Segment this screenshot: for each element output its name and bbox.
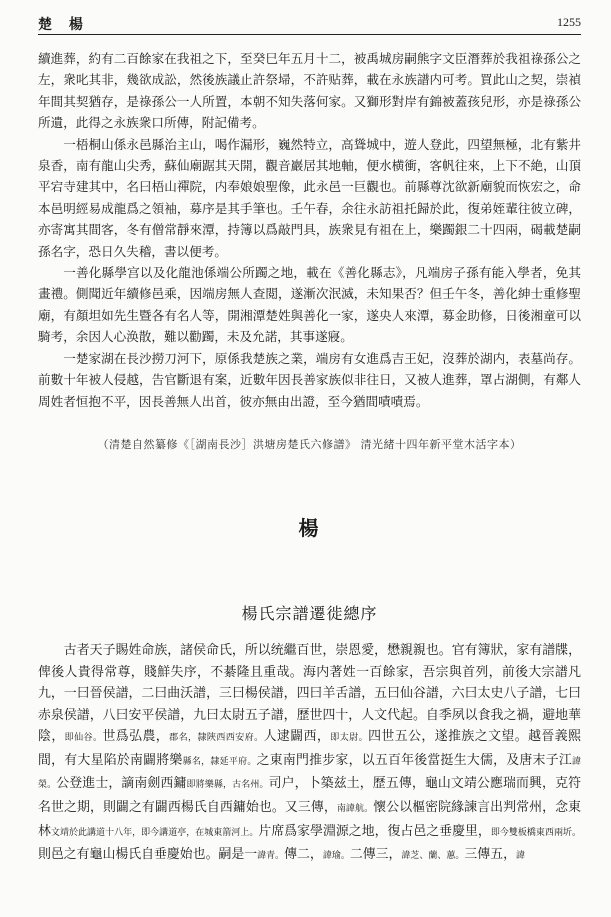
document-page bbox=[0, 8, 611, 917]
paragraph-shanhua-school: 一善化縣學宫以及化龍池係端公所躅之地，載在《善化縣志》，凡端房子孫有能入學者，免其畫禮。側聞近年續修邑乘，因端房無人查閲，遂漸次泯滅，未知果否？但壬午冬，善化紳士重修聖廟，有顏坦如先生暨各有名人等，開湘潭楚姓與善化一家，遂央人來潭，募金助修，日後湘童可以騎考，余因人心涣散，難以勸躅，未及允諾，其事遂寢。 bbox=[38, 265, 581, 345]
annotation: 諱 bbox=[515, 851, 525, 862]
genealogy-notes bbox=[38, 48, 581, 412]
annotation: 諱芝、蘭、蕙。 bbox=[401, 851, 465, 862]
source-citation: （清楚自然纂修《［湖南長沙］洪塘房楚氏六修譜》 清光緒十四年新平堂木活字本） bbox=[97, 437, 522, 451]
annotation: 諱瑜。 bbox=[322, 851, 350, 862]
annotation: 郡名，隸陜西西安府。 bbox=[169, 733, 264, 744]
annotation: 即今雙板橋東西兩圻。 bbox=[490, 827, 581, 838]
page-number: 1255 bbox=[557, 15, 581, 29]
paragraph-continuation: 續進葬，約有二百餘家在我祖之下，至癸巳年五月十二，被禹城房嗣熊字文臣潛葬於我祖祿孫公之左，衆叱其非，幾欲成訟，然後族議止許祭埽，不許贴葬，載在永族譜内可考。買此山之契，崇禎年間其契猶存，是祿孫公一人所置，本朝不知失落何家。又獅形對岸有錦被蓋孩兒形，亦是祿孫公所遺，此得之永族衆口所傳，附記備考。 bbox=[38, 51, 581, 131]
annotation: 即將樂縣，古名州。 bbox=[186, 780, 269, 791]
annotation: 即太尉。 bbox=[330, 733, 369, 744]
annotation: 縣名，隸延平府。 bbox=[182, 756, 257, 767]
clan-heading: 楊 bbox=[298, 515, 321, 540]
section-title: 楊氏宗譜遷徙總序 bbox=[241, 603, 378, 623]
annotation: 文靖於此講道十八年，即今講道亭，在城東箭河上。 bbox=[50, 827, 259, 838]
annotation: 南諱航。 bbox=[336, 804, 374, 815]
annotation: 諱青。 bbox=[257, 851, 285, 862]
preface-text bbox=[38, 640, 581, 868]
annotation: 諱榮。 bbox=[38, 756, 581, 791]
header-title: 楚 楊 bbox=[38, 17, 89, 33]
annotation: 即仙谷。 bbox=[64, 733, 103, 744]
paragraph-chujia-lake: 一楚家湖在長沙撈刀河下，原係我楚族之業，端房有女進爲吉王妃，沒葬於湖内，表墓尚存。前數十年被人侵越，告官斷退有案，近數年因長善家族似非往日，又被人進葬，罩占湖側，有鄰人周姓者恒抱不平，因長善無人出首，彼亦無由出證，至今猶間嘖嘖焉。 bbox=[38, 350, 581, 409]
running-header bbox=[38, 8, 581, 35]
preface-paragraph: 古者天子賜姓命族，諸侯命氏，所以统繼百世，崇恩愛，懋親親也。官有簿狀，家有譜牒，俾後人貴得常尊，賤鮮失序，不綦隆且重哉。海内著姓一百餘家，吾宗與首列，前後大宗譜凡九，一曰晉侯譜，二曰曲沃譜，三曰楊侯譜，四曰羊舌譜，五曰仙谷譜，六曰太史八子譜，七曰赤泉侯譜，八曰安平侯譜，九曰太尉五子譜，歷世四十，人文代起。自季夙以食我之禍，避地華陰，即仙谷。世爲弘農，郡名，隸陜西西安府。人逮闢西，即太尉。四世五公，遂推族之文望。越晉義熙間，有大星陷於南闢將樂縣名，隸延平府。之東南門推步家，以五百年後當挺生大儒，及唐末子江諱榮。公登進士，謫南劍西鏞即將樂縣，古名州。司户，卜築兹土，歷五傳，龜山文靖公應瑞而興，克符名世之期，則闢之有闢西楊氏自西鏞始也。又三傳，南諱航。懷公以樞密院緣諫言出判常州，念東林文靖於此講道十八年，即今講道亭，在城東箭河上。片席爲家學淵源之地，復占邑之垂慶里，即今雙板橋東西兩圻。則邑之有龜山楊氏自垂慶始也。嗣是一諱青。傳二，諱瑜。二傳三，諱芝、蘭、蕙。三傳五，諱 bbox=[38, 642, 581, 863]
paragraph-wutong-mountain: 一梧桐山係永邑縣治主山，喝作漏形，巍然特立，高聳城中，遊人登此，四望無極，北有紫井泉香，南有龍山尖秀，蘇仙廟踞其天開，觀音巖居其地軸，便水横衝，客帆往來，上下不絶，山頂平宕寺建其中，名曰梧山禪院，内奉娘娘聖像，此永邑一巨觀也。前縣尊沈欲新廟貌而恢宏之，命本邑明經易成龍爲之領袖，募序是其手筆也。壬午春，余往永訪祖托歸於此，復弟姪輩往彼立碑，亦寄寓其間客，冬有僧常靜來潭，持簿以爲敲門具，族衆見有祖在上，樂躅銀二十四兩，碣載楚嗣孫名字，恐日久失稽，書以便考。 bbox=[38, 136, 581, 259]
